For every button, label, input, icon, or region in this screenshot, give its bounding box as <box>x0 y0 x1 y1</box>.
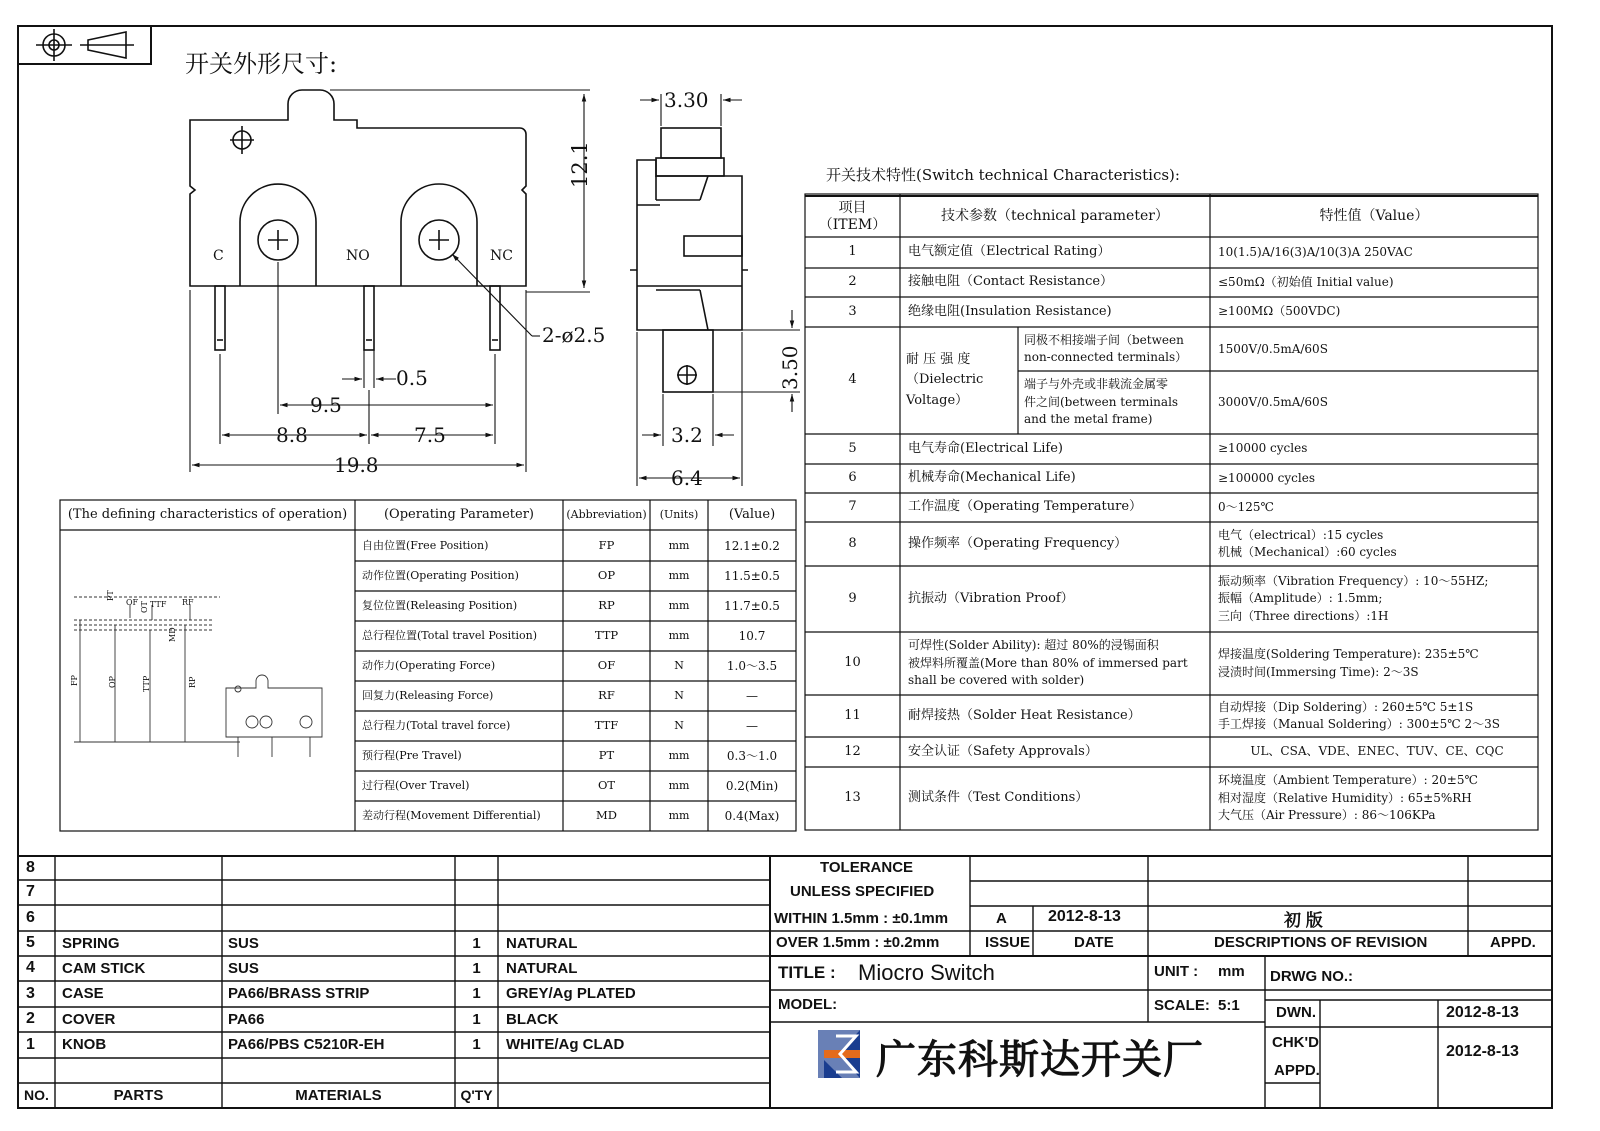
checked-label: CHK'D <box>1272 1034 1319 1051</box>
op-row-parameter: 总行程位置(Total travel Position) <box>362 629 538 643</box>
op-header-units: (Units) <box>659 508 699 522</box>
bom-row-qty <box>455 856 498 880</box>
tech-row-item: 7 <box>848 499 857 515</box>
company-logo <box>818 1030 860 1078</box>
front-view <box>190 90 526 350</box>
checked-date: 2012-8-13 <box>1446 1043 1519 1060</box>
op-header-definition: (The defining characteristics of operation) <box>67 506 348 522</box>
tech-row-item: 3 <box>848 303 857 319</box>
op-row-unit: mm <box>668 809 690 823</box>
bom-row-material: PA66/BRASS STRIP <box>228 985 370 1003</box>
tech-row-param: 抗振动（Vibration Proof） <box>908 590 1074 606</box>
op-row-value: 11.7±0.5 <box>724 598 780 613</box>
bom-row-material: SUS <box>228 959 259 977</box>
bom-row-finish: NATURAL <box>506 959 578 977</box>
bom-footer-materials: MATERIALS <box>295 1086 382 1104</box>
op-diagram-rp: RP <box>188 676 197 688</box>
bom-row-part: CAM STICK <box>62 959 146 977</box>
tech-row-value: 振动频率（Vibration Frequency）: 10～55HZ; 振幅（Amplitude）: 1.5mm; 三向（Three directions）:1H <box>1218 573 1489 623</box>
dim-12-1: 12.1 <box>568 141 592 188</box>
tech-row-value: 环境温度（Ambient Temperature）: 20±5℃ 相对湿度（Relative Humidity）: 65±5%RH 大气压（Air Pressure）: 86～106KPa <box>1218 773 1478 823</box>
op-diagram-rf: RF <box>182 598 194 607</box>
tech-row-item: 10 <box>844 655 861 671</box>
tech-row-param: 耐 压 强 度 （Dielectric Voltage） <box>906 352 984 408</box>
bom-row-qty: 1 <box>472 985 481 1003</box>
op-row-value: 1.0～3.5 <box>726 658 778 673</box>
tech-subrow-value: 3000V/0.5mA/60S <box>1218 395 1328 410</box>
tech-row-value: ≥10000 cycles <box>1218 441 1308 456</box>
op-row-unit: N <box>674 659 684 673</box>
op-row-abbreviation: TTF <box>594 718 619 733</box>
tech-header-item: 项目 （ITEM） <box>818 199 887 233</box>
appd-label: APPD. <box>1490 934 1536 951</box>
op-row-value: — <box>746 688 758 703</box>
op-row-unit: N <box>674 719 684 733</box>
bom-row-finish: WHITE/Ag CLAD <box>506 1036 625 1054</box>
dim-9-5: 9.5 <box>310 393 342 417</box>
bom-row-number: 4 <box>26 959 35 977</box>
bom-row-finish <box>506 905 768 931</box>
tech-row-item: 6 <box>848 470 857 486</box>
bom-row-qty <box>455 880 498 905</box>
tech-row-param: 机械寿命(Mechanical Life) <box>908 470 1076 486</box>
scale-label: SCALE: <box>1154 997 1210 1014</box>
bom-row-number: 5 <box>26 934 35 952</box>
op-row-abbreviation: OT <box>597 778 616 793</box>
tech-row-param: 绝缘电阻(Insulation Resistance) <box>908 303 1112 319</box>
date-label: DATE <box>1074 934 1114 951</box>
tech-row-value: 焊接温度(Soldering Temperature): 235±5℃ 浸渍时间(Immersing Time): 2～3S <box>1218 647 1479 679</box>
bom-row-part <box>62 905 220 931</box>
bom-row-qty: 1 <box>472 1036 481 1054</box>
tech-row-value: 10(1.5)A/16(3)A/10(3)A 250VAC <box>1218 244 1413 259</box>
bom-row-finish <box>506 880 768 905</box>
tech-subrow-label: 端子与外壳或非载流金属零 件之间(between terminals and the metal frame) <box>1024 377 1179 427</box>
tech-row-value: ≥100000 cycles <box>1218 470 1315 485</box>
tech-row-item: 9 <box>848 590 857 606</box>
op-row-unit: mm <box>668 539 690 553</box>
tech-row-param: 耐焊接热（Solder Heat Resistance） <box>908 707 1141 723</box>
dim-3-50: 3.50 <box>778 345 802 390</box>
revision-desc-label: DESCRIPTIONS OF REVISION <box>1214 934 1428 951</box>
op-row-parameter: 预行程(Pre Travel) <box>362 749 462 763</box>
bom-row-number: 7 <box>26 883 35 901</box>
tech-header-param: 技术参数（technical parameter） <box>941 207 1169 224</box>
bom-row-part <box>62 856 220 880</box>
tech-row-item: 5 <box>848 440 857 456</box>
drawing-title: Miocro Switch <box>858 960 995 985</box>
op-diagram-ot: OT <box>140 601 149 613</box>
tech-header-value: 特性值（Value） <box>1319 207 1429 224</box>
tech-row-param: 接触电阻（Contact Resistance） <box>908 274 1114 290</box>
bom-row-finish: BLACK <box>506 1010 559 1028</box>
op-row-unit: mm <box>668 569 690 583</box>
op-row-abbreviation: OP <box>597 568 616 583</box>
bom-row-qty <box>455 905 498 931</box>
tech-row-param: 工作温度（Operating Temperature） <box>908 499 1143 515</box>
bom-row-number: 8 <box>26 858 35 876</box>
bom-row-finish: NATURAL <box>506 934 578 952</box>
bom-row-number: 6 <box>26 908 35 926</box>
op-row-parameter: 动作位置(Operating Position) <box>362 569 519 583</box>
op-row-abbreviation: OF <box>597 658 616 673</box>
op-row-abbreviation: RF <box>598 688 615 703</box>
op-row-value: 0.3～1.0 <box>726 748 778 763</box>
op-row-parameter: 自由位置(Free Position) <box>362 539 489 553</box>
tech-row-value: 自动焊接（Dip Soldering）: 260±5℃ 5±1S 手工焊接（Manual Soldering）: 300±5℃ 2～3S <box>1218 699 1500 731</box>
op-diagram-fp: FP <box>70 675 79 686</box>
dim-6-4: 6.4 <box>671 466 703 490</box>
scale-value: 5:1 <box>1218 997 1240 1014</box>
bom-row-finish <box>506 856 768 880</box>
tech-row-item: 1 <box>848 244 857 260</box>
bom-row-qty: 1 <box>472 959 481 977</box>
unit-label: UNIT : <box>1154 963 1199 980</box>
terminal-c-label: C <box>213 248 224 264</box>
title-label: TITLE : <box>778 963 836 982</box>
op-diagram-ttf: TTF <box>150 600 167 609</box>
bom-row-part: KNOB <box>62 1036 107 1054</box>
tolerance-line2: UNLESS SPECIFIED <box>790 883 935 900</box>
bom-row-part: CASE <box>62 985 104 1003</box>
tech-table-title: 开关技术特性(Switch technical Characteristics): <box>826 166 1180 184</box>
bom-row-material <box>228 880 454 905</box>
op-row-value: — <box>746 718 758 733</box>
op-row-abbreviation: RP <box>598 598 615 613</box>
bom-footer-no: NO. <box>24 1086 49 1103</box>
dim-8-8: 8.8 <box>276 423 308 447</box>
tech-row-param: 安全认证（Safety Approvals） <box>908 743 1098 759</box>
op-header-abbreviation: (Abbreviation) <box>566 508 647 522</box>
revision-date: 2012-8-13 <box>1048 908 1121 925</box>
drawn-date: 2012-8-13 <box>1446 1004 1519 1021</box>
op-diagram-of: OF <box>126 598 139 607</box>
side-view <box>630 128 748 392</box>
terminal-no-label: NO <box>346 248 370 264</box>
bom-row-part <box>62 880 220 905</box>
op-row-parameter: 过行程(Over Travel) <box>362 779 470 793</box>
op-row-abbreviation: TTP <box>594 628 619 643</box>
op-diagram-ttp: TTP <box>142 675 151 692</box>
tech-row-item: 2 <box>848 274 857 290</box>
op-row-abbreviation: PT <box>598 748 615 763</box>
drawing-number-label: DRWG NO.: <box>1270 968 1354 985</box>
dim-0-5: 0.5 <box>396 366 428 390</box>
bom-row-material <box>228 856 454 880</box>
tech-subrow-label: 同极不相接端子间（between non-connected terminals） <box>1024 332 1188 364</box>
op-row-value: 0.4(Max) <box>724 808 780 823</box>
bom-row-part: SPRING <box>62 934 120 952</box>
op-row-unit: mm <box>668 749 690 763</box>
bom-row-material <box>228 905 454 931</box>
company-name: 广东科斯达开关厂 <box>876 1037 1204 1083</box>
bom-row-material: PA66 <box>228 1010 265 1028</box>
op-row-unit: mm <box>668 629 690 643</box>
bom-row-number: 3 <box>26 984 35 1002</box>
op-diagram-op: OP <box>108 676 117 688</box>
drawn-label: DWN. <box>1276 1004 1316 1021</box>
dim-7-5: 7.5 <box>414 423 446 447</box>
tech-row-param: 操作频率（Operating Frequency） <box>908 535 1128 551</box>
bom-row-qty: 1 <box>472 934 481 952</box>
op-row-value: 11.5±0.5 <box>724 568 780 583</box>
terminal-nc-label: NC <box>490 248 513 264</box>
dim-3-2: 3.2 <box>671 423 703 447</box>
bom-footer-qty: Q'TY <box>460 1086 493 1103</box>
tech-row-value: 0～125℃ <box>1218 499 1274 514</box>
bom-row-finish: GREY/Ag PLATED <box>506 985 636 1003</box>
bom-row-number: 1 <box>26 1035 35 1053</box>
issue-label: ISSUE <box>985 934 1031 951</box>
op-row-parameter: 差动行程(Movement Differential) <box>362 809 541 823</box>
bom-footer-parts: PARTS <box>113 1086 164 1104</box>
bom-row-qty: 1 <box>472 1010 481 1028</box>
tech-row-item: 11 <box>844 707 861 723</box>
bom-row-material: PA66/PBS C5210R-EH <box>228 1036 385 1054</box>
op-row-unit: N <box>674 689 684 703</box>
op-row-abbreviation: MD <box>596 808 617 823</box>
op-row-value: 0.2(Min) <box>725 778 779 793</box>
tolerance-within: WITHIN 1.5mm : ±0.1mm <box>774 910 949 927</box>
bom-row-part: COVER <box>62 1010 116 1028</box>
tech-row-item: 13 <box>844 790 861 806</box>
op-row-parameter: 回复力(Releasing Force) <box>362 689 494 703</box>
dim-3-30: 3.30 <box>664 88 709 112</box>
op-row-unit: mm <box>668 779 690 793</box>
bom-row-number: 2 <box>26 1010 35 1028</box>
op-row-parameter: 动作力(Operating Force) <box>362 659 496 673</box>
tech-row-param: 电气额定值（Electrical Rating） <box>908 244 1111 260</box>
tech-row-param: 可焊性(Solder Ability): 超过 80%的浸锡面积 被焊料所覆盖(More than 80% of immersed part shall be covered with solder) <box>908 638 1188 688</box>
tech-row-value: ≤50mΩ（初始值 Initial value) <box>1218 274 1394 289</box>
approved-label: APPD. <box>1274 1062 1320 1079</box>
tech-row-param: 测试条件（Test Conditions） <box>908 790 1089 806</box>
op-diagram-md: MD <box>168 627 177 642</box>
op-row-value: 12.1±0.2 <box>724 538 780 553</box>
revision-letter: A <box>996 910 1007 927</box>
unit-value: mm <box>1218 963 1245 980</box>
op-row-value: 10.7 <box>738 628 766 643</box>
dim-19-8: 19.8 <box>334 453 379 477</box>
tech-row-item: 4 <box>848 372 857 388</box>
page-heading: 开关外形尺寸: <box>185 50 338 78</box>
tech-subrow-value: 1500V/0.5mA/60S <box>1218 341 1328 356</box>
dim-hole-dia: 2-ø2.5 <box>542 323 606 347</box>
tech-row-value: ≥100MΩ（500VDC) <box>1218 304 1341 319</box>
projection-symbol <box>36 29 134 61</box>
tech-row-value: 电气（electrical）:15 cycles 机械（Mechanical）:60 cycles <box>1218 527 1397 559</box>
tech-row-value: UL、CSA、VDE、ENEC、TUV、CE、CQC <box>1250 744 1504 759</box>
tolerance-line1: TOLERANCE <box>820 859 914 876</box>
op-header-parameter: (Operating Parameter) <box>383 506 535 522</box>
op-diagram-pt: PT <box>106 590 115 601</box>
tolerance-over: OVER 1.5mm : ±0.2mm <box>776 934 940 951</box>
op-header-value: (Value) <box>728 506 776 522</box>
op-row-parameter: 总行程力(Total travel force) <box>362 719 511 733</box>
model-label: MODEL: <box>778 996 838 1013</box>
op-row-abbreviation: FP <box>598 538 615 553</box>
op-row-parameter: 复位位置(Releasing Position) <box>362 599 518 613</box>
op-row-unit: mm <box>668 599 690 613</box>
bom-row-material: SUS <box>228 934 259 952</box>
tech-row-param: 电气寿命(Electrical Life) <box>908 440 1063 456</box>
tech-row-item: 12 <box>844 743 861 759</box>
tech-row-item: 8 <box>848 535 857 551</box>
revision-description: 初 版 <box>1284 911 1323 930</box>
